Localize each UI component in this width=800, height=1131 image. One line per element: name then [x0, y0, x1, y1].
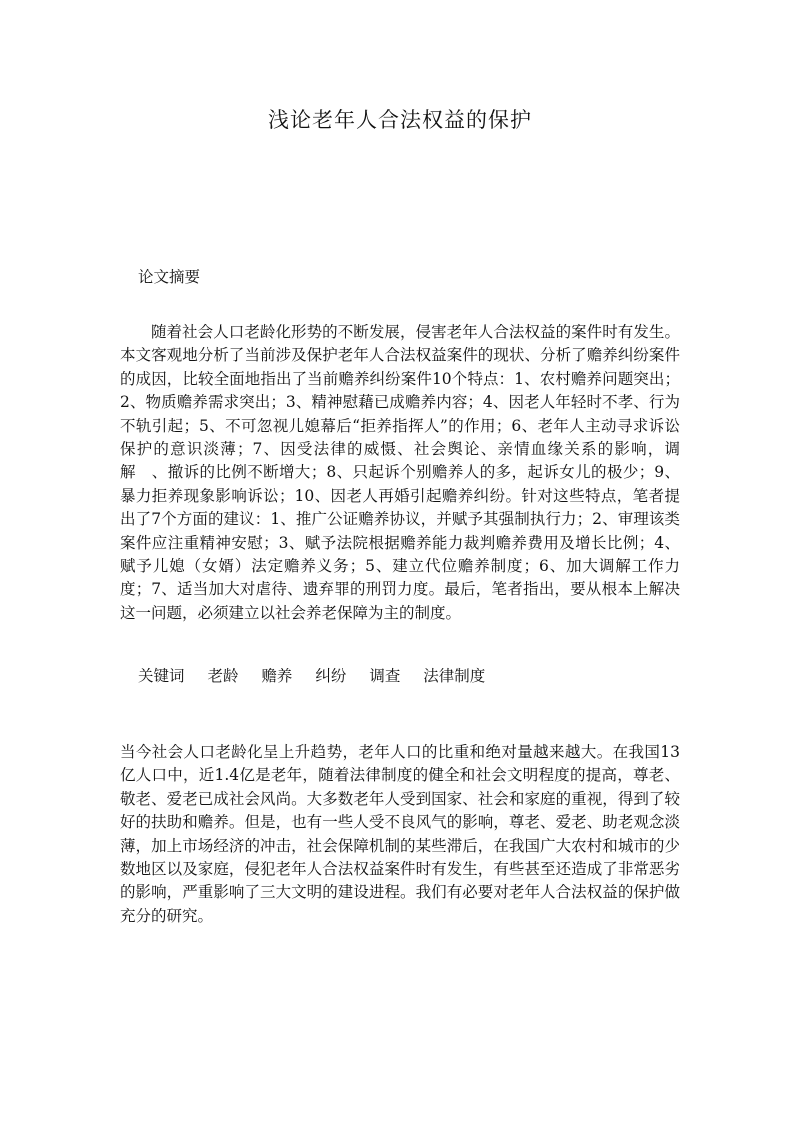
keyword-item: 调查: [369, 667, 401, 685]
abstract-paragraph: 随着社会人口老龄化形势的不断发展，侵害老年人合法权益的案件时有发生。本文客观地分析了当前涉及保护老年人合法权益案件的现状、分析了赡养纠纷案件的成因，比较全面地指出了当前赡养纠纷案件10个特点：1、农村赡养问题突出；2、物质赡养需求突出；3、精神慰藉已成赡养内容；4、因老人年轻时不孝、行为不轨引起；5、不可忽视儿媳幕后“拒养指挥人”的作用；6、老年人主动寻求诉讼保护的意识淡薄；7、因受法律的威慑、社会舆论、亲情血缘关系的影响，调解 、撤诉的比例不断增大；8、只起诉个别赡养人的多，起诉女儿的极少；9、暴力拒养现象影响诉讼；10、因老人再婚引起赡养纠纷。针对这些特点，笔者提出了7个方面的建议：1、推广公证赡养协议，并赋予其强制执行力；2、审理该类案件应注重精神安慰；3、赋予法院根据赡养能力裁判赡养费用及增长比例；4、赋予儿媳（女婿）法定赡养义务；5、建立代位赡养制度；6、加大调解工作力度；7、适当加大对虐待、遗弃罪的刑罚力度。最后，笔者指出，要从根本上解决这一问题，必须建立以社会养老保障为主的制度。: [120, 323, 680, 622]
keywords-label: 关键词: [138, 667, 185, 685]
keyword-item: 纠纷: [315, 667, 347, 685]
keyword-item: 老龄: [207, 667, 239, 685]
keyword-item: 赡养: [261, 667, 293, 685]
intro-paragraph: 当今社会人口老龄化呈上升趋势，老年人口的比重和绝对量越来越大。在我国13亿人口中，近1.4亿是老年，随着法律制度的健全和社会文明程度的提高，尊老、敬老、爱老已成社会风尚。大多数老年人受到国家、社会和家庭的重视，得到了较好的扶助和赡养。但是，也有一些人受不良风气的影响，尊老、爱老、助老观念淡薄，加上市场经济的冲击，社会保障机制的某些滞后，在我国广大农村和城市的少数地区以及家庭，侵犯老年人合法权益案件时有发生，有些甚至还造成了非常恶劣的影响，严重影响了三大文明的建设进程。我们有必要对老年人合法权益的保护做充分的研究。: [120, 743, 680, 925]
keyword-item: 法律制度: [423, 667, 486, 685]
page-title: 浅论老年人合法权益的保护: [268, 108, 532, 132]
keywords-line: [138, 664, 503, 686]
abstract-heading: 论文摘要: [138, 268, 201, 286]
